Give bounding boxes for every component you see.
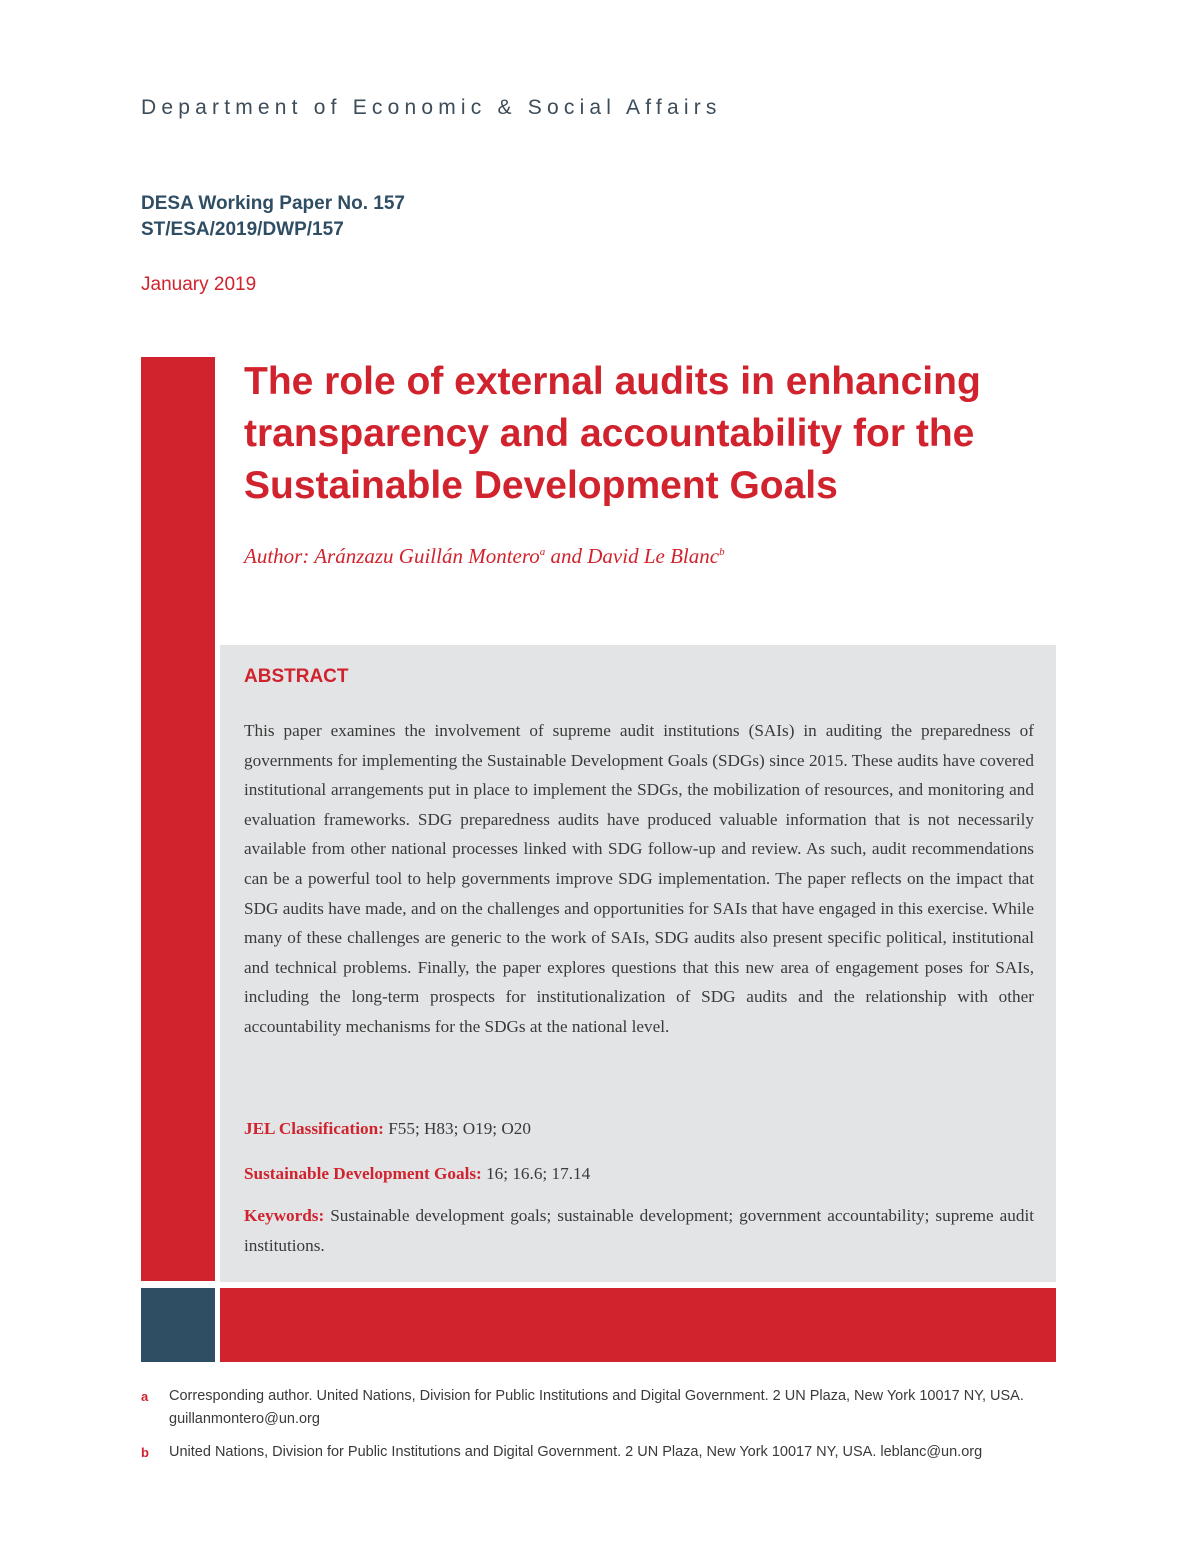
author-2: David Le Blanc bbox=[587, 544, 720, 568]
author-1-mark: a bbox=[539, 546, 546, 558]
left-red-bar bbox=[141, 357, 215, 1281]
author-2-mark: b bbox=[719, 546, 725, 558]
author-connector: and bbox=[550, 544, 583, 568]
footnote-b bbox=[141, 1441, 1041, 1464]
sdg-value: 16; 16.6; 17.14 bbox=[486, 1164, 591, 1183]
keywords bbox=[244, 1201, 1034, 1260]
keywords-label: Keywords: bbox=[244, 1206, 325, 1225]
footnote-b-mark: b bbox=[141, 1445, 149, 1460]
abstract-text: This paper examines the involvement of supreme audit institutions (SAIs) in auditing the preparedness of governments for implementing the Sustainable Development Goals (SDGs) since 2015. These audits have covered institutional arrangements put in place to implement the SDGs, the mobilization of resources, and monitoring and evaluation frameworks. SDG preparedness audits have produced valuable information that is not necessarily available from other national processes linked with SDG follow-up and review. As such, audit recommendations can be a powerful tool to help governments improve SDG implementation. The paper reflects on the impact that SDG audits have made, and on the challenges and opportunities for SAIs that have engaged in this exercise. While many of these challenges are generic to the work of SAIs, SDG audits also present specific political, institutional and technical problems. Finally, the paper explores questions that this new area of engagement poses for SAIs, including the long-term prospects for institutionalization of SDG audits and the relationship with other accountability mechanisms for the SDGs at the national level. bbox=[244, 721, 1034, 1036]
author-1: Aránzazu Guillán Montero bbox=[314, 544, 540, 568]
bottom-blue-block bbox=[141, 1288, 215, 1362]
jel-value: F55; H83; O19; O20 bbox=[388, 1119, 531, 1138]
sdg-label: Sustainable Development Goals: bbox=[244, 1164, 482, 1183]
keywords-value: Sustainable development goals; sustainable development; government accountability; supreme audit institutions. bbox=[244, 1206, 1034, 1255]
department-name: Department of Economic & Social Affairs bbox=[141, 96, 722, 119]
footnote-b-text: United Nations, Division for Public Institutions and Digital Government. 2 UN Plaza, New York 10017 NY, USA. leblanc@un.org bbox=[169, 1444, 983, 1460]
paper-identifiers bbox=[141, 191, 405, 243]
jel-label: JEL Classification: bbox=[244, 1119, 384, 1138]
footnote-a-text: Corresponding author. United Nations, Division for Public Institutions and Digital Government. 2 UN Plaza, New York 10017 NY, USA. guillanmontero@un.org bbox=[169, 1388, 1024, 1427]
footnote-a-mark: a bbox=[141, 1389, 149, 1404]
paper-title: The role of external audits in enhancing transparency and accountability for the Sustainable Development Goals bbox=[244, 360, 981, 507]
paper-number: DESA Working Paper No. 157 bbox=[141, 193, 405, 214]
document-symbol: ST/ESA/2019/DWP/157 bbox=[141, 219, 344, 240]
jel-classification bbox=[244, 1114, 1034, 1144]
author-prefix: Author: bbox=[244, 544, 310, 568]
publication-date: January 2019 bbox=[141, 274, 257, 295]
abstract-heading: ABSTRACT bbox=[244, 666, 349, 687]
author-line bbox=[244, 544, 1044, 569]
sdg-goals bbox=[244, 1159, 1034, 1189]
footnote-a bbox=[141, 1385, 1041, 1431]
bottom-red-bar bbox=[220, 1288, 1056, 1362]
